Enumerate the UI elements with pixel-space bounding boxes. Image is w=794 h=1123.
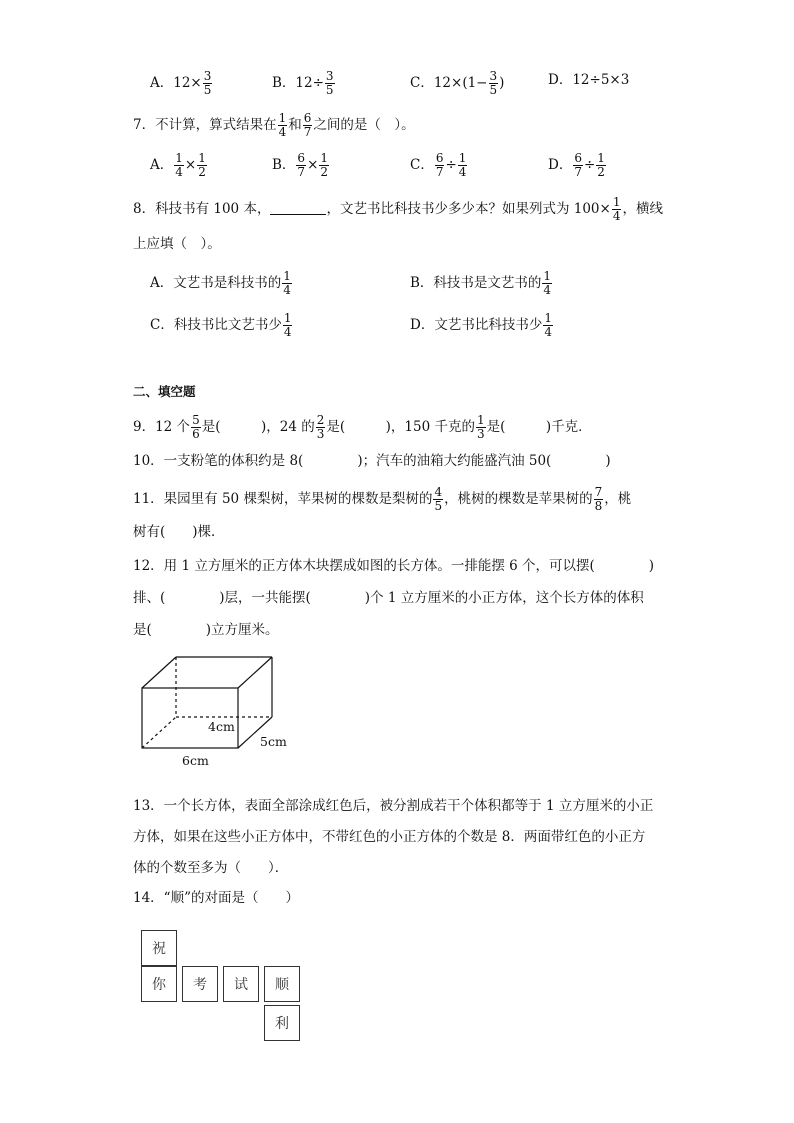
- q7-option-c: C． $\frac{6}{7}$ ÷ $\frac{1}{4}$: [410, 151, 467, 179]
- q6-option-d: [548, 70, 629, 90]
- cuboid-figure: [130, 650, 300, 775]
- q7-option-b: B． $\frac{6}{7}$ × $\frac{1}{2}$: [272, 151, 329, 179]
- q8-option-d: D．文艺书比科技书少 $\frac{1}{4}$: [410, 311, 552, 339]
- q12-question-line1: 12．用 1 立方厘米的正方体木块摆成如图的长方体。一排能摆 6 个，可以摆( ): [133, 558, 655, 574]
- fraction: $\frac{4}{5}$: [434, 485, 443, 513]
- fraction: $\frac{1}{4}$: [283, 311, 292, 339]
- q7-option-a: A． $\frac{1}{4}$ × $\frac{1}{2}$: [150, 151, 206, 179]
- fraction: $\frac{1}{4}$: [612, 195, 621, 223]
- q9-question: 9．12 个 $\frac{5}{6}$ 是( )，24 的 $\frac{2}{3}$ 是( )，150 千克的 $\frac{1}{3}$ 是( )千克．: [133, 413, 592, 441]
- net-cell-shun: 顺: [264, 966, 300, 1002]
- fraction: $\frac{1}{2}$: [597, 151, 605, 179]
- option-label: C．12×(1−: [410, 75, 488, 91]
- width-label: 5cm: [260, 734, 287, 749]
- fraction: $\frac{1}{4}$: [283, 269, 291, 297]
- fraction: $\frac{6}{7}$: [435, 151, 444, 179]
- option-label: D．12÷5×3: [548, 72, 630, 88]
- height-label: 4cm: [208, 719, 235, 734]
- q12-question-line3: 是( )立方厘米。: [133, 622, 279, 638]
- fraction: $\frac{3}{5}$: [489, 69, 498, 97]
- fraction: $\frac{6}{7}$: [574, 151, 582, 179]
- fraction: $\frac{1}{4}$: [458, 151, 467, 179]
- fraction: $\frac{7}{8}$: [594, 485, 603, 513]
- fraction: $\frac{1}{3}$: [476, 413, 485, 441]
- length-label: 6cm: [182, 753, 209, 768]
- fraction: $\frac{3}{5}$: [203, 69, 212, 97]
- q6-option-c: [410, 70, 504, 97]
- q8-option-b: B．科技书是文艺书的 $\frac{1}{4}$: [410, 269, 552, 297]
- fraction: $\frac{6}{7}$: [297, 151, 306, 179]
- fraction: $\frac{1}{2}$: [320, 151, 329, 179]
- q8-question-line2: 上应填（ ）。: [133, 236, 221, 252]
- fraction: $\frac{1}{2}$: [198, 151, 206, 179]
- q8-option-c: C．科技书比文艺书少 $\frac{1}{4}$: [150, 311, 292, 339]
- fraction: $\frac{1}{4}$: [543, 269, 552, 297]
- fraction: $\frac{2}{3}$: [316, 413, 325, 441]
- section-heading: 二、填空题: [133, 384, 196, 399]
- fraction: $\frac{1}{4}$: [278, 111, 287, 139]
- q13-question-line3: 体的个数至多为（ ）．: [133, 860, 289, 876]
- q7-option-d: D． $\frac{6}{7}$ ÷ $\frac{1}{2}$: [548, 151, 605, 179]
- q14-question: 14．“顺”的对面是（ ）: [133, 890, 299, 906]
- q11-question: 11．果园里有 50 棵梨树，苹果树的棵数是梨树的 $\frac{4}{5}$ ，桃树的棵数是苹果树的 $\frac{7}{8}$ ，桃: [133, 485, 632, 513]
- q11-question-line2: 树有( )棵．: [133, 524, 225, 540]
- q12-question-line2: 排、( )层，一共能摆( )个 1 立方厘米的小正方体，这个长方体的体积: [133, 590, 644, 606]
- fraction: $\frac{6}{7}$: [303, 111, 312, 139]
- q8-option-a: A．文艺书是科技书的 $\frac{1}{4}$: [150, 269, 291, 297]
- net-cell-kao: 考: [182, 966, 218, 1002]
- q10-question: 10．一支粉笔的体积约是 8( )；汽车的油箱大约能盛汽油 50( ): [133, 453, 611, 469]
- q8-question: 8．科技书有 100 本， ，文艺书比科技书少多少本？如果列式为 100× $\frac{1}{4}$ ，横线: [133, 195, 663, 223]
- fraction: $\frac{3}{5}$: [325, 69, 334, 97]
- q6-option-b: [272, 70, 336, 97]
- net-cell-ni: 你: [141, 966, 177, 1002]
- fraction: $\frac{1}{4}$: [544, 311, 552, 339]
- answer-blank: [270, 200, 326, 215]
- net-cell-li: 利: [264, 1005, 300, 1041]
- fraction: $\frac{5}{6}$: [192, 413, 200, 441]
- q6-option-a: [150, 70, 213, 97]
- paren: ): [499, 75, 505, 91]
- option-label: B．12÷: [272, 75, 324, 91]
- fraction: $\frac{1}{4}$: [175, 151, 183, 179]
- q7-question: 7．不计算，算式结果在 $\frac{1}{4}$ 和 $\frac{6}{7}$ 之间的是（ ）。: [133, 111, 415, 139]
- net-cell-zhu: 祝: [141, 930, 177, 966]
- option-label: A．12×: [150, 75, 202, 91]
- net-cell-shi: 试: [223, 966, 259, 1002]
- q13-question-line1: 13．一个长方体，表面全部涂成红色后，被分割成若干个体积都等于 1 立方厘米的小正: [133, 798, 654, 814]
- q13-question-line2: 方体，如果在这些小正方体中，不带红色的小正方体的个数是 8．两面带红色的小正方: [133, 829, 646, 845]
